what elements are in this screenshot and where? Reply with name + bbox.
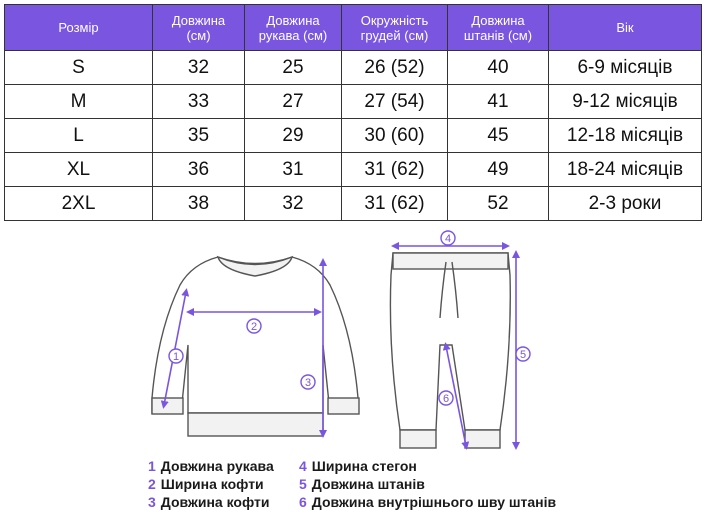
marker-1	[169, 349, 183, 363]
cell-age: 9-12 місяців	[549, 85, 702, 119]
cell-chest: 31 (62)	[342, 187, 448, 221]
cell-sleeve: 29	[245, 119, 342, 153]
cell-sleeve: 31	[245, 153, 342, 187]
header-sleeve-length: Довжина рукава (см)	[245, 5, 342, 51]
table-row	[5, 187, 702, 221]
marker-3	[301, 375, 315, 389]
pants-drawing	[390, 253, 510, 448]
svg-text:6: 6	[442, 393, 450, 405]
cell-size: XL	[5, 153, 153, 187]
cell-pants: 49	[448, 153, 549, 187]
legend-item-2: 2 Ширина кофти	[148, 476, 264, 492]
table-row	[5, 153, 702, 187]
header-age: Вік	[549, 5, 702, 51]
sweatshirt-drawing	[152, 257, 359, 436]
cell-age: 2-3 роки	[549, 187, 702, 221]
cell-pants: 40	[448, 51, 549, 85]
cell-chest: 30 (60)	[342, 119, 448, 153]
header-length: Довжина (см)	[153, 5, 245, 51]
right-leg-cuff-icon	[465, 430, 500, 448]
cell-length: 33	[153, 85, 245, 119]
svg-text:1: 1	[172, 351, 180, 363]
table-row	[5, 119, 702, 153]
legend-item-5: 5 Довжина штанів	[299, 476, 425, 492]
left-leg-cuff-icon	[400, 430, 436, 448]
header-chest: Окружність грудей (см)	[342, 5, 448, 51]
left-cuff-icon	[152, 398, 183, 414]
cell-age: 6-9 місяців	[549, 51, 702, 85]
size-chart-table	[4, 4, 702, 221]
cell-chest: 27 (54)	[342, 85, 448, 119]
cell-size: M	[5, 85, 153, 119]
legend-item-1: 1 Довжина рукава	[148, 458, 274, 474]
cell-length: 36	[153, 153, 245, 187]
cell-sleeve: 25	[245, 51, 342, 85]
cell-size: S	[5, 51, 153, 85]
pants-waistband-icon	[393, 253, 508, 269]
cell-age: 12-18 місяців	[549, 119, 702, 153]
marker-5	[516, 347, 530, 361]
svg-text:2: 2	[250, 321, 258, 333]
svg-text:4: 4	[444, 233, 452, 245]
cell-length: 35	[153, 119, 245, 153]
cell-size: 2XL	[5, 187, 153, 221]
table-header-row	[5, 5, 702, 51]
cell-length: 38	[153, 187, 245, 221]
marker-4	[441, 231, 455, 245]
legend-item-3: 3 Довжина кофти	[148, 494, 270, 510]
cell-sleeve: 32	[245, 187, 342, 221]
cell-pants: 45	[448, 119, 549, 153]
marker-6	[439, 391, 453, 405]
table-row	[5, 85, 702, 119]
header-pants-length: Довжина штанів (см)	[448, 5, 549, 51]
svg-text:5: 5	[519, 349, 527, 361]
table-row	[5, 51, 702, 85]
svg-text:3: 3	[304, 377, 312, 389]
header-size: Розмір	[5, 5, 153, 51]
garment-measurement-diagram	[0, 228, 705, 456]
cell-chest: 26 (52)	[342, 51, 448, 85]
cell-age: 18-24 місяців	[549, 153, 702, 187]
sweatshirt-outline-icon	[152, 257, 358, 413]
cell-length: 32	[153, 51, 245, 85]
cell-pants: 41	[448, 85, 549, 119]
cell-size: L	[5, 119, 153, 153]
right-cuff-icon	[328, 398, 359, 414]
sweatshirt-hem-icon	[188, 413, 323, 436]
cell-chest: 31 (62)	[342, 153, 448, 187]
legend-item-6: 6 Довжина внутрішнього шву штанів	[299, 494, 557, 510]
legend-item-4: 4 Ширина стегон	[299, 458, 417, 474]
cell-sleeve: 27	[245, 85, 342, 119]
cell-pants: 52	[448, 187, 549, 221]
marker-2	[247, 319, 261, 333]
